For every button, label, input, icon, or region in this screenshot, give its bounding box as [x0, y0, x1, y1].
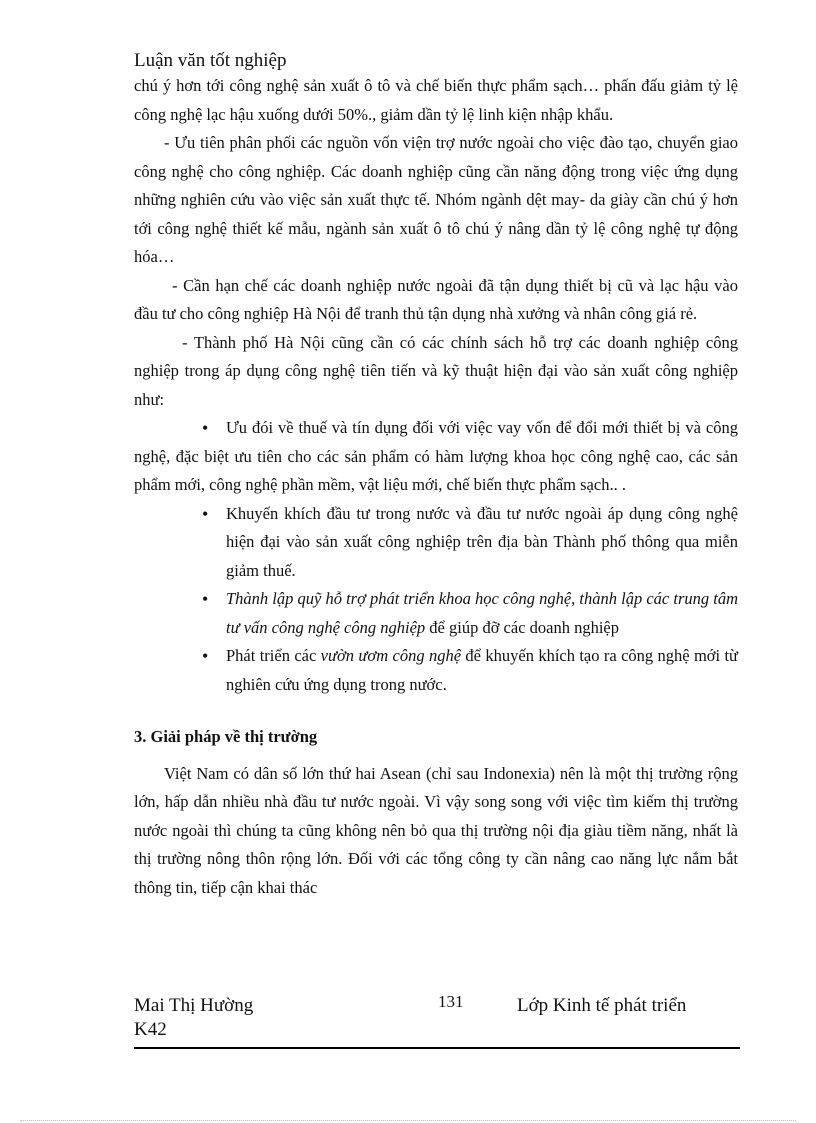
paragraph-5: Việt Nam có dân số lớn thứ hai Asean (chỉ sau Indonexia) nên là một thị trường rộng lớn, hấp dẫn nhiều nhà đầu tư nước ngoài. Vì vậy song song với việc tìm kiếm thị trường nước ngoài thì chúng ta cũng không nên bỏ qua thị trường nội địa giàu tiềm năng, nhất là thị trường nông thôn rộng lớn. Đối với các tổng công ty cần nâng cao năng lực nắm bắt thông tin, tiếp cận khai thác	[134, 763, 738, 897]
body-text	[134, 72, 738, 902]
bullet-icon: •	[202, 646, 209, 666]
bullet-icon: •	[202, 503, 209, 524]
paragraph-1: chú ý hơn tới công nghệ sản xuất ô tô và chế biến thực phẩm sạch… phấn đấu giảm tỷ lệ công nghệ lạc hậu xuống dưới 50%., giảm dần tỷ lệ linh kiện nhập khẩu.	[134, 76, 738, 124]
footer-class: Lớp Kinh tế phát triển	[517, 995, 687, 1016]
section-heading: 3. Giải pháp về thị trường	[134, 727, 318, 746]
bullet-item-1: • Ưu đói về thuế và tín dụng đối với việc vay vốn để đổi mới thiết bị và công nghệ, đặc biệt ưu tiên cho các sản phẩm có hàm lượng khoa học công nghệ cao, các sản phẩm mới, công nghệ phần mềm, vật liệu mới, chế biến thực phẩm sạch.. .	[134, 414, 738, 500]
bullet-icon: •	[202, 418, 209, 438]
page-number: 131	[438, 992, 464, 1011]
footer-cohort: K42	[134, 1019, 167, 1040]
bullet-item-2: • Khuyến khích đầu tư trong nước và đầu tư nước ngoài áp dụng công nghệ hiện đại vào sản xuất công nghiệp trên địa bàn Thành phố thông qua miễn giảm thuế.	[134, 500, 738, 586]
bullet-icon: •	[202, 589, 209, 609]
paragraph-3: - Cần hạn chế các doanh nghiệp nước ngoài đã tận dụng thiết bị cũ và lạc hậu vào đầu tư cho công nghiệp Hà Nội để tranh thủ tận dụng nhà xưởng và nhân công giá rẻ.	[134, 275, 738, 323]
bullet-item-3: • Thành lập quỹ hỗ trợ phát triển khoa học công nghệ, thành lập các trung tâm tư vấn công nghệ công nghiệp để giúp đỡ các doanh nghiệp	[134, 585, 738, 642]
running-header: Luận văn tốt nghiệp	[134, 50, 287, 71]
bullet-item-4: • Phát triển các vườn ươm công nghệ để khuyến khích tạo ra công nghệ mới từ nghiên cứu ứng dụng trong nước.	[134, 642, 738, 699]
paragraph-4: - Thành phố Hà Nội cũng cần có các chính sách hỗ trợ các doanh nghiệp công nghiệp trong áp dụng công nghệ tiên tiến và kỹ thuật hiện đại vào sản xuất công nghiệp như:	[134, 332, 738, 409]
footer-rule	[134, 1047, 740, 1049]
page-edge-dotted-line	[20, 1120, 796, 1121]
footer-author: Mai Thị Hường	[134, 995, 254, 1016]
paragraph-2: - Ưu tiên phân phối các nguồn vốn viện trợ nước ngoài cho việc đào tạo, chuyển giao công nghệ cho công nghiệp. Các doanh nghiệp cũng cần năng động trong việc ứng dụng những nghiên cứu vào việc sản xuất thực tế. Nhóm ngành dệt may- da giày cần chú ý hơn tới công nghệ thiết kế mẫu, ngành sản xuất ô tô chú ý nâng dần tỷ lệ công nghệ tự động hóa…	[134, 133, 738, 266]
